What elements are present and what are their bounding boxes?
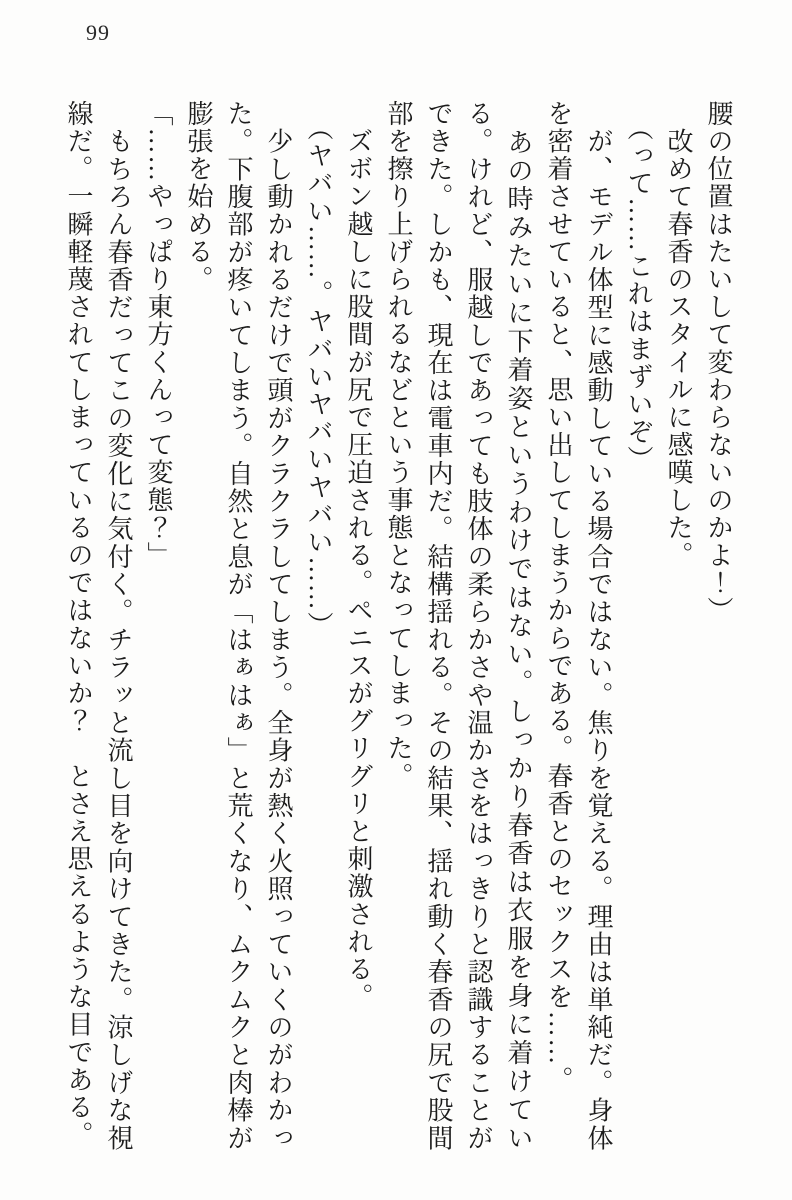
paragraph: 少し動かれるだけで頭がクラクラしてしまう。全身が熱く火照っていくのがわかった。下腹部が疼いてしまう。自然と息が「はぁはぁ」と荒くなり、ムクムクと肉棒が膨張を始める。: [184, 100, 293, 1152]
paragraph: ズボン越しに股間が尻で圧迫される。ペニスがグリグリと刺激される。: [344, 100, 373, 1011]
paragraph: （って……これはまずいぞ）: [624, 100, 653, 474]
paragraph: あの時みたいに下着姿というわけではない。しっかり春香は衣服を身に着けている。けれど、服越しであっても肢体の柔らかさや温かさをはっきりと認識することができた。しかも、現在は電車内だ。結構揺れる。その結果、揺れ動く春香の尻で股間部を擦り上げられるなどという事態となってしまった。: [384, 100, 533, 1152]
paragraph: 「……やっぱり東方くんって変態？」: [144, 100, 173, 570]
paragraph: もちろん春香だってこの変化に気付く。チラッと流し目を向けてきた。涼しげな視線だ。一瞬軽蔑されてしまっているのではないか？ とさえ思えるような目である。: [64, 100, 133, 1152]
page-number: 99: [86, 20, 110, 45]
paragraph: （ヤバい……。ヤバいヤバいヤバい……）: [304, 100, 333, 639]
paragraph: 腰の位置はたいして変わらないのかよ！）: [704, 100, 733, 625]
novel-text-block: [54, 100, 738, 1152]
paragraph: 改めて春香のスタイルに感嘆した。: [664, 100, 693, 570]
paragraph: が、モデル体型に感動している場合ではない。焦りを覚える。理由は単純だ。身体を密着させていると、思い出してしまうからである。春香とのセックスを……。: [544, 100, 613, 1152]
